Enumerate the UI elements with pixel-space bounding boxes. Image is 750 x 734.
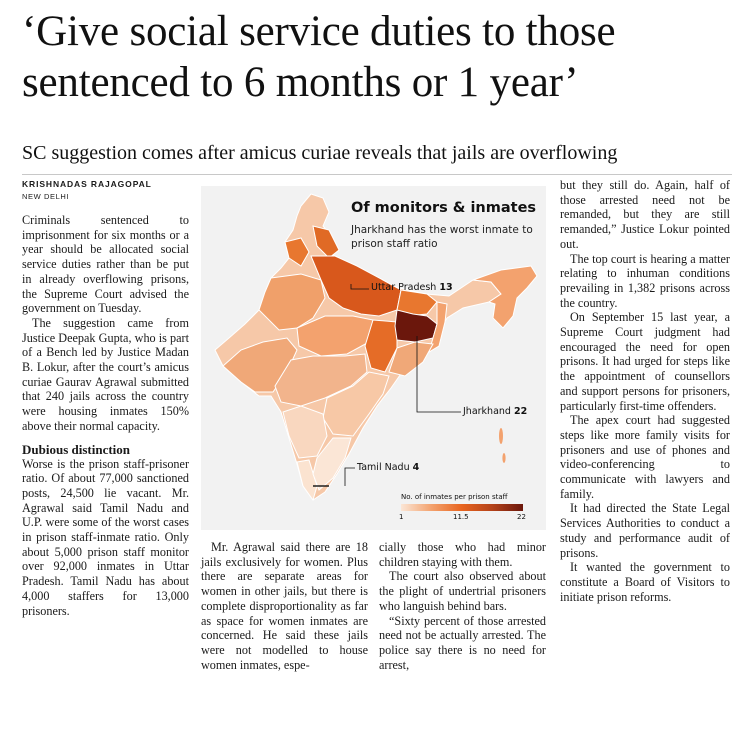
article-column-1 [22, 213, 189, 618]
article-column-4 [560, 178, 730, 604]
paragraph: Mr. Agrawal said there are 18 jails exclusively for women. Plus there are separate areas for women in other jails, but there is complete disproportionality as far as space for women inmates are concerned. He said these jails were not modelled to house women inmates, espe- [201, 540, 368, 672]
paragraph: It wanted the government to constitute a Board of Visitors to initiate prison reforms. [560, 560, 730, 604]
legend-title: No. of inmates per prison staff [401, 493, 508, 501]
infographic-subtitle: Jharkhand has the worst inmate to prison staff ratio [351, 224, 533, 250]
article-column-2 [201, 540, 368, 672]
legend-mid: 11.5 [453, 513, 469, 521]
legend-max: 22 [517, 513, 526, 521]
label-jharkhand: Jharkhand 22 [463, 406, 528, 417]
headline-line-2: sentenced to 6 months or 1 year’ [22, 59, 579, 106]
byline-author: KRISHNADAS RAJAGOPAL [22, 179, 152, 189]
paragraph: The apex court had suggested steps like more family visits for prisoners and use of phones and video-conferencing to communicate with lawyers and family. [560, 413, 730, 501]
paragraph: The court also observed about the plight of undertrial prisoners who languish behind bars. [379, 569, 546, 613]
andaman-islands [499, 428, 503, 444]
section-heading: Dubious distinction [22, 441, 131, 457]
subheadline: SC suggestion comes after amicus curiae reveals that jails are overflowing [22, 142, 618, 164]
state-karnataka [283, 406, 327, 458]
legend-color-scale [401, 504, 523, 511]
leader-line-tn [345, 468, 355, 486]
byline-dateline: NEW DELHI [22, 192, 70, 201]
paragraph: Worse is the prison staff-prisoner ratio. Of about 77,000 sanctioned posts, 24,500 lie vacant. Mr. Agrawal said Tamil Nadu and U.P. were some of the worst cases in prison staff-inmate ratio. Only about 5,000 prison staff monitor over 92,000 inmates in Uttar Pradesh. Tamil Nadu has about 4,000 staffers for 13,000 prisoners. [22, 456, 189, 618]
andaman-islands [502, 453, 505, 463]
paragraph: On September 15 last year, a Supreme Court judgment had encouraged the need for open prisons. It had urged for steps like the appointment of counsellors and support persons for prisoners, particularly first-time offenders. [560, 310, 730, 413]
paragraph: Criminals sentenced to imprisonment for six months or a year should be allocated social service duties rather than be put in already overflowing prisons, the Supreme Court advised the government on Tuesday. [22, 213, 189, 316]
infographic-title: Of monitors & inmates [351, 200, 537, 216]
byline [22, 178, 202, 202]
label-uttar-pradesh: Uttar Pradesh 13 [371, 282, 453, 293]
paragraph: It had directed the State Legal Services Authorities to conduct a study and performance audit of prisons. [560, 501, 730, 560]
paragraph: “Sixty percent of those arrested need not be actually arrested. The police say there is no need for arrest, [379, 613, 546, 672]
infographic-map [201, 186, 546, 530]
paragraph: The top court is hearing a matter relating to inhuman conditions prevailing in 1,382 prisons across the country. [560, 251, 730, 310]
article-column-3 [379, 540, 546, 672]
legend-min: 1 [399, 513, 404, 521]
paragraph: The suggestion came from Justice Deepak Gupta, who is part of a Bench led by Justice Madan B. Lokur, after the court’s amicus curiae Gaurav Agrawal submitted that 240 jails across the country were housing inmates 150% above their normal capacity. [22, 315, 189, 433]
headline [22, 6, 737, 108]
headline-line-1: ‘Give social service duties to those [22, 8, 616, 55]
paragraph: but they still do. Again, half of those arrested need not be remanded, but they are still remanded,” Justice Lokur pointed out. [560, 178, 730, 251]
header-divider [22, 174, 732, 175]
label-tamil-nadu: Tamil Nadu 4 [357, 462, 420, 473]
paragraph: cially those who had minor children staying with them. [379, 540, 546, 569]
